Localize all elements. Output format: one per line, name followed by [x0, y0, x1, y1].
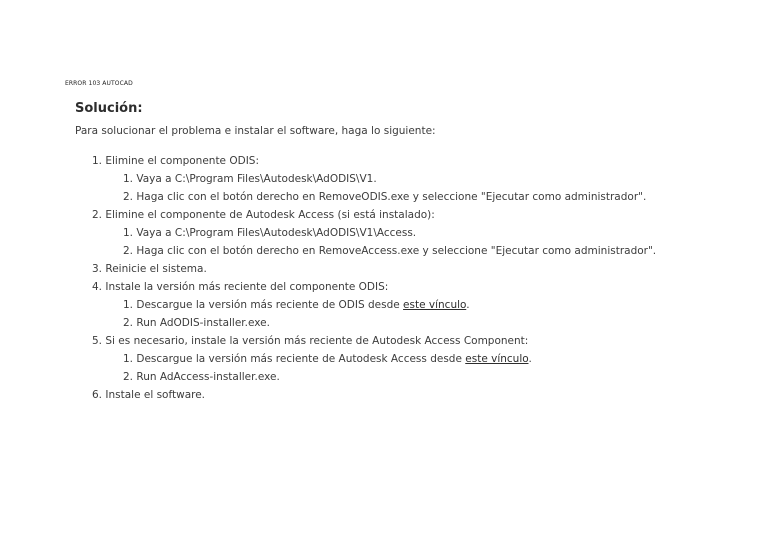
substep-text: Descargue la versión más reciente de Autodesk Access desde: [136, 353, 466, 365]
substep-text: Haga clic con el botón derecho en RemoveAccess.exe y seleccione "Ejecutar como administrador".: [136, 245, 657, 257]
step-2-substep-2: [75, 242, 735, 260]
step-number: 3.: [92, 263, 103, 275]
step-4-substep-1: [75, 296, 735, 314]
step-5: [75, 332, 735, 350]
step-number: 6.: [92, 389, 103, 401]
step-2: [75, 206, 735, 224]
substep-number: 2.: [123, 245, 134, 257]
substep-number: 2.: [123, 317, 134, 329]
solution-section: [75, 100, 735, 404]
steps-list: [75, 152, 735, 404]
substep-number: 2.: [123, 191, 134, 203]
substep-text-end: .: [528, 353, 532, 365]
step-text: Elimine el componente de Autodesk Access (si está instalado):: [105, 209, 435, 221]
step-1-substep-1: [75, 170, 735, 188]
step-4: [75, 278, 735, 296]
odis-download-link[interactable]: este vínculo: [403, 299, 467, 311]
step-number: 1.: [92, 155, 103, 167]
substep-text: Run AdAccess-installer.exe.: [136, 371, 280, 383]
step-1: [75, 152, 735, 170]
substep-number: 2.: [123, 371, 134, 383]
solution-intro: Para solucionar el problema e instalar el software, haga lo siguiente:: [75, 125, 436, 137]
substep-text: Vaya a C:\Program Files\Autodesk\AdODIS\V1.: [136, 173, 377, 185]
step-5-substep-2: [75, 368, 735, 386]
substep-text-end: .: [466, 299, 470, 311]
step-number: 5.: [92, 335, 103, 347]
step-4-substep-2: [75, 314, 735, 332]
step-text: Elimine el componente ODIS:: [105, 155, 260, 167]
substep-number: 1.: [123, 173, 134, 185]
substep-text: Descargue la versión más reciente de ODIS desde: [136, 299, 404, 311]
solution-title: Solución:: [75, 101, 143, 116]
step-number: 2.: [92, 209, 103, 221]
substep-text: Vaya a C:\Program Files\Autodesk\AdODIS\V1\Access.: [136, 227, 417, 239]
step-2-substep-1: [75, 224, 735, 242]
step-text: Si es necesario, instale la versión más reciente de Autodesk Access Component:: [105, 335, 529, 347]
access-download-link[interactable]: este vínculo: [465, 353, 529, 365]
step-number: 4.: [92, 281, 103, 293]
step-3: [75, 260, 735, 278]
substep-number: 1.: [123, 299, 134, 311]
step-6: [75, 386, 735, 404]
step-text: Instale la versión más reciente del componente ODIS:: [105, 281, 389, 293]
document-header-label: ERROR 103 AUTOCAD: [65, 80, 133, 87]
substep-text: Run AdODIS-installer.exe.: [136, 317, 270, 329]
substep-text: Haga clic con el botón derecho en RemoveODIS.exe y seleccione "Ejecutar como administrador".: [136, 191, 647, 203]
step-text: Instale el software.: [105, 389, 206, 401]
step-1-substep-2: [75, 188, 735, 206]
substep-number: 1.: [123, 227, 134, 239]
step-text: Reinicie el sistema.: [105, 263, 207, 275]
substep-number: 1.: [123, 353, 134, 365]
step-5-substep-1: [75, 350, 735, 368]
